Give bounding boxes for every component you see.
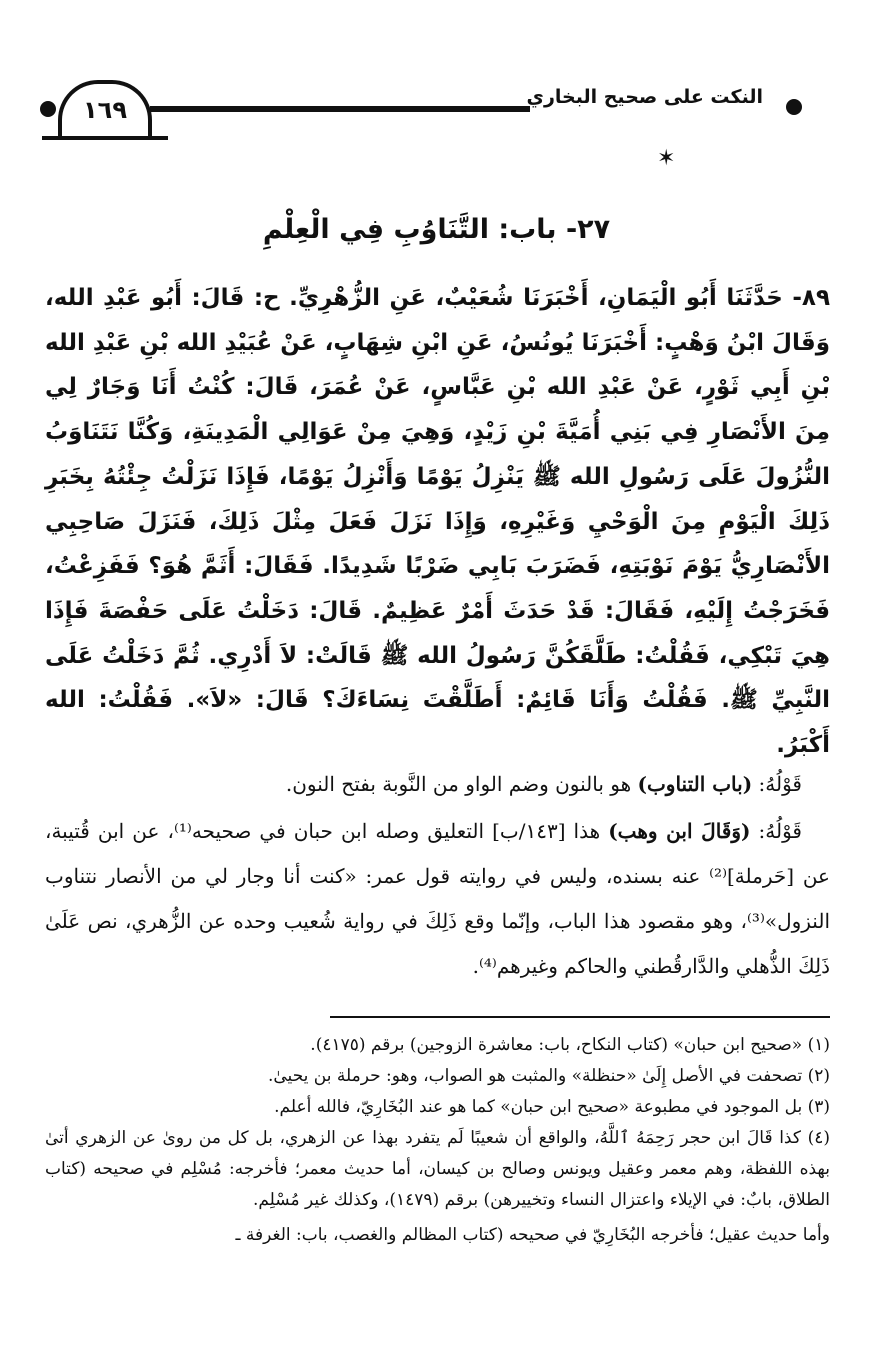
commentary-body: هذا [١٤٣/ب] التعليق وصله ابن حبان في صحيحه⁽¹⁾، عن ابن قُتيبة، عن [حَرملة]⁽²⁾ عنه بسنده، وليس في روايته قول عمر: «كنت أنا وجار لي من الأنصار نتناوب النزول»⁽³⁾، وهو مقصود هذا الباب، وإنّما وقع ذَلِكَ في رواية شُعيب وحده عن الزُّهري، نص عَلَىٰ ذَلِكَ الذُّهلي والدَّارقُطني والحاكم وغيرهم⁽⁴⁾. [45,819,830,978]
footnote-2: (٢) تصحفت في الأصل إِلَىٰ «حنظلة» والمثبت هو الصواب، وهو: حرملة بن يحيىٰ. [267,1066,830,1086]
header-rule [150,106,530,112]
header-dot-right [786,99,802,115]
page-number: ١٦٩ [58,80,152,136]
running-title: النكت على صحيح البخاري [526,86,763,108]
commentary-paragraph-1 [45,762,830,807]
footnote-4-continued: وأما حديث عقيل؛ فأخرجه البُخَارِيّ في صحيحه (كتاب المظالم والغصب، باب: الغرفة ـ [235,1225,830,1245]
footnote-1: (١) «صحيح ابن حبان» (كتاب النكاح، باب: معاشرة الزوجين) برقم (٤١٧٥). [310,1035,830,1055]
commentary-lead: قَوْلُهُ: [750,819,802,843]
hadith-text: ٨٩- حَدَّثَنَا أَبُو الْيَمَانِ، أَخْبَرَنَا شُعَيْبٌ، عَنِ الزُّهْرِيِّ. ح: قَالَ: أَبُو عَبْدِ الله، وَقَالَ ابْنُ وَهْبٍ: أَخْبَرَنَا يُونُسُ، عَنِ ابْنِ شِهَابٍ، عَنْ عُبَيْدِ الله بْنِ عَبْدِ الله بْنِ أَبِي ثَوْرٍ، عَنْ عَبْدِ الله بْنِ عَبَّاسٍ، عَنْ عُمَرَ، قَالَ: كُنْتُ أَنَا وَجَارٌ لِي مِنَ الأَنْصَارِ فِي بَنِي أُمَيَّةَ بْنِ زَيْدٍ، وَهِيَ مِنْ عَوَالِي الْمَدِينَةِ، وَكُنَّا نَتَنَاوَبُ النُّزُولَ عَلَى رَسُولِ الله ﷺ يَنْزِلُ يَوْمًا وَأَنْزِلُ يَوْمًا، فَإِذَا نَزَلْتُ جِئْتُهُ بِخَبَرِ ذَلِكَ الْيَوْمِ مِنَ الْوَحْيِ وَغَيْرِهِ، وَإِذَا نَزَلَ فَعَلَ مِثْلَ ذَلِكَ، فَنَزَلَ صَاحِبِي الأَنْصَارِيُّ يَوْمَ نَوْبَتِهِ، فَضَرَبَ بَابِي ضَرْبًا شَدِيدًا. فَقَالَ: أَثَمَّ هُوَ؟ فَفَزِعْتُ، فَخَرَجْتُ إِلَيْهِ، فَقَالَ: قَدْ حَدَثَ أَمْرٌ عَظِيمٌ. قَالَ: دَخَلْتُ عَلَى حَفْصَةَ فَإِذَا هِيَ تَبْكِي، فَقُلْتُ: طَلَّقَكُنَّ رَسُولُ الله ﷺ قَالَتْ: لاَ أَدْرِي. ثُمَّ دَخَلْتُ عَلَى النَّبِيِّ ﷺ. فَقُلْتُ وَأَنَا قَائِمٌ: أَطَلَّقْتَ نِسَاءَكَ؟ قَالَ: «لاَ». فَقُلْتُ: الله أَكْبَرُ. [45,285,830,759]
commentary-paragraph-2 [45,809,830,989]
chapter-title: ٢٧- باب: التَّنَاوُبِ فِي الْعِلْمِ [262,214,611,245]
commentary-lead: قَوْلُهُ: [752,772,802,796]
footnote-4: (٤) كذا قَالَ ابن حجر رَحِمَهُ ٱللَّهُ، والواقع أن شعيبًا لَم يتفرد بهذا عن الزهري، بل كل من روىٰ عن الزهري أتىٰ بهذه اللفظة، وهم معمر وعقيل ويونس وصالح بن كيسان، أما حديث معمر؛ فأخرجه: مُسْلِم في صحيحه (كتاب الطلاق، بابٌ: في الإيلاء واعتزال النساء وتخييرهن) برقم (١٤٧٩)، وكذلك غير مُسْلِم. [45,1128,830,1210]
footnote-3: (٣) بل الموجود في مطبوعة «صحيح ابن حبان» كما هو عند البُخَارِيّ، فالله أعلم. [274,1097,830,1117]
page-header [0,0,873,160]
commentary-body: هو بالنون وضم الواو من النَّوبة بفتح النون. [285,772,638,796]
commentary [45,762,830,989]
star-marker-icon: ✶ [657,146,676,171]
commentary-quote: (وَقَالَ ابن وهب) [608,819,751,843]
commentary-quote: (باب التناوب) [637,772,753,796]
footnote-separator [330,1016,830,1018]
footnotes [45,1030,830,1251]
header-dot-left [40,101,56,117]
